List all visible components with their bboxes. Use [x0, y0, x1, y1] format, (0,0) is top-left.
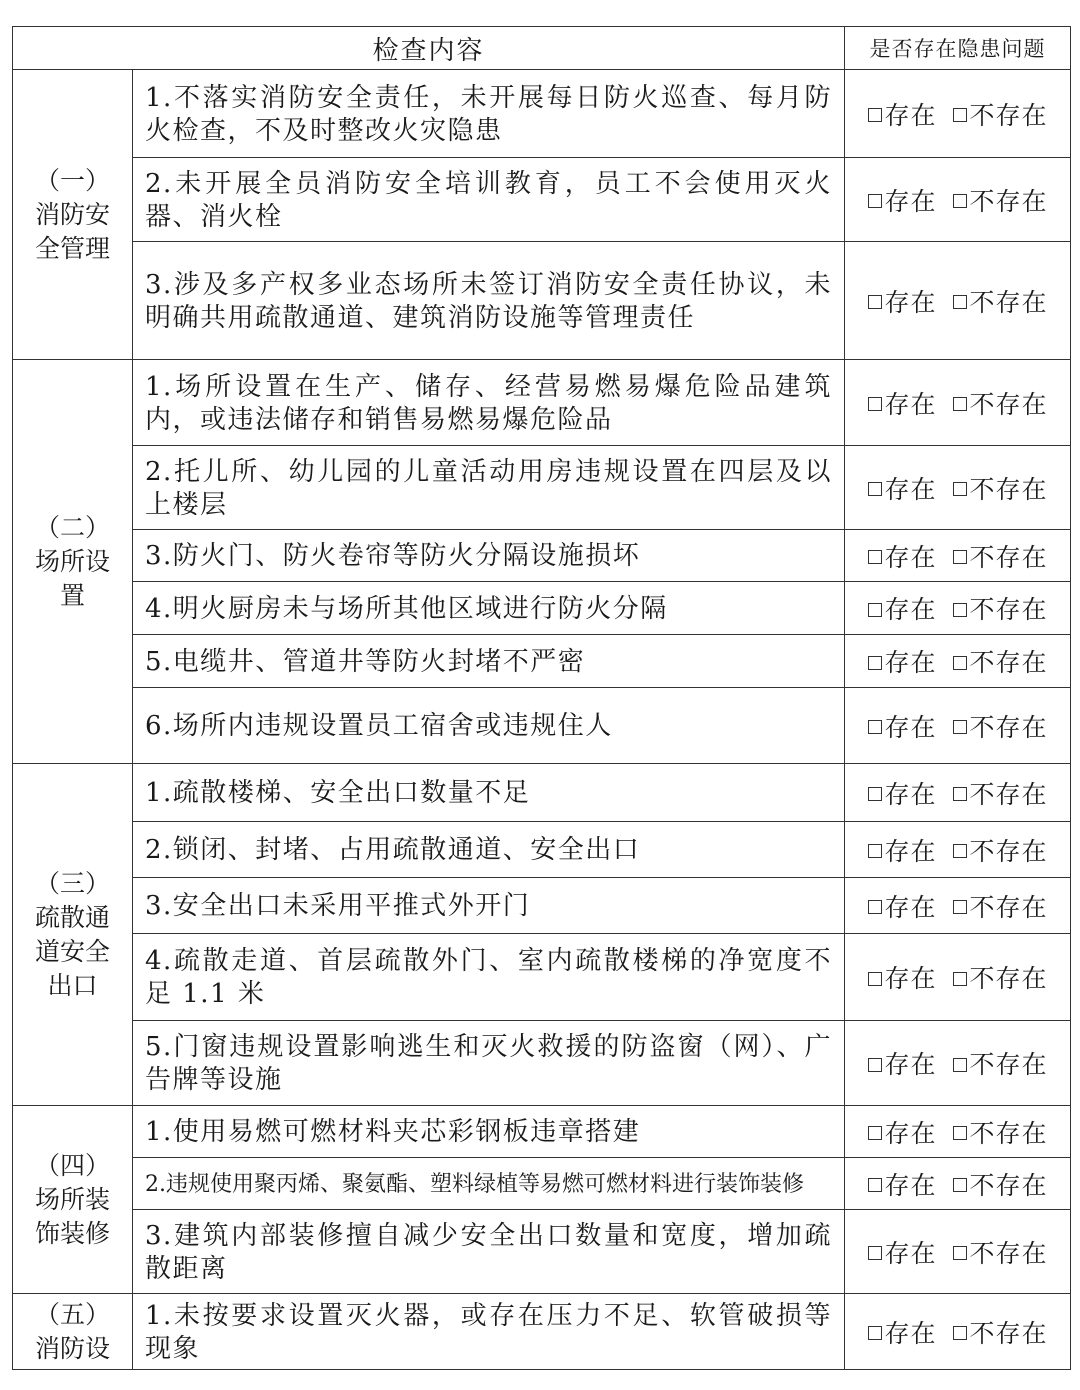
option-not-exist-label: 不存在 — [969, 836, 1048, 866]
check-item-text: 5.电缆井、管道井等防火封堵不严密 — [133, 635, 845, 688]
option-exist-label: 存在 — [884, 1238, 937, 1268]
checkbox-icon[interactable] — [868, 603, 882, 617]
checkbox-icon[interactable] — [953, 900, 967, 914]
section-title — [13, 70, 133, 360]
option-exist-label: 存在 — [884, 1318, 937, 1348]
checkbox-not-exist[interactable] — [953, 780, 1048, 809]
check-item-text: 1.疏散楼梯、安全出口数量不足 — [133, 764, 845, 822]
table-row — [13, 1021, 1071, 1106]
checkbox-icon[interactable] — [868, 1058, 882, 1072]
table-row — [13, 764, 1071, 822]
section-title — [13, 1106, 133, 1294]
checkbox-icon[interactable] — [953, 1246, 967, 1260]
checkbox-not-exist[interactable] — [953, 187, 1048, 216]
check-item-text: 3.涉及多产权多业态场所未签订消防安全责任协议，未明确共用疏散通道、建筑消防设施等管理责任 — [133, 242, 845, 360]
checkbox-not-exist[interactable] — [953, 288, 1048, 317]
answer-options — [845, 1106, 1071, 1158]
checkbox-exist[interactable] — [868, 187, 937, 216]
option-exist-label: 存在 — [884, 100, 937, 130]
table-row — [13, 1158, 1071, 1210]
table-row — [13, 688, 1071, 764]
checkbox-icon[interactable] — [868, 844, 882, 858]
table-row — [13, 158, 1071, 242]
option-exist-label: 存在 — [884, 1118, 937, 1148]
header-content: 检查内容 — [13, 27, 845, 70]
option-exist-label: 存在 — [884, 1170, 937, 1200]
checkbox-icon[interactable] — [868, 720, 882, 734]
section-title — [13, 1294, 133, 1370]
checkbox-icon[interactable] — [868, 550, 882, 564]
table-row — [13, 242, 1071, 360]
checkbox-not-exist[interactable] — [953, 1319, 1048, 1348]
check-item-text: 3.防火门、防火卷帘等防火分隔设施损坏 — [133, 530, 845, 582]
checkbox-icon[interactable] — [868, 787, 882, 801]
option-not-exist-label: 不存在 — [969, 474, 1048, 504]
checkbox-exist[interactable] — [868, 475, 937, 504]
table-row — [13, 582, 1071, 635]
section-title-line: （一） — [34, 165, 110, 195]
checkbox-not-exist[interactable] — [953, 837, 1048, 866]
checkbox-exist[interactable] — [868, 837, 937, 866]
answer-options — [845, 934, 1071, 1021]
option-exist-label: 存在 — [884, 287, 937, 317]
checkbox-not-exist[interactable] — [953, 101, 1048, 130]
section-title-line: 道安全 — [34, 936, 110, 966]
table-body — [13, 27, 1071, 1370]
answer-options — [845, 635, 1071, 688]
checkbox-icon[interactable] — [953, 844, 967, 858]
option-not-exist-label: 不存在 — [969, 892, 1048, 922]
checkbox-icon[interactable] — [953, 656, 967, 670]
option-exist-label: 存在 — [884, 1050, 937, 1079]
table-row — [13, 1210, 1071, 1294]
option-exist-label: 存在 — [884, 964, 937, 993]
table-row — [13, 1294, 1071, 1370]
answer-options — [845, 822, 1071, 878]
option-exist-label: 存在 — [884, 542, 937, 572]
checkbox-icon[interactable] — [868, 194, 882, 208]
answer-options — [845, 764, 1071, 822]
checkbox-not-exist[interactable] — [953, 1050, 1048, 1079]
option-not-exist-label: 不存在 — [969, 287, 1048, 317]
answer-options — [845, 70, 1071, 158]
section-title-line: 场所设 — [34, 546, 110, 576]
option-not-exist-label: 不存在 — [969, 964, 1048, 993]
table-row — [13, 70, 1071, 158]
option-not-exist-label: 不存在 — [969, 1118, 1048, 1148]
checkbox-icon[interactable] — [953, 1126, 967, 1140]
checkbox-icon[interactable] — [868, 295, 882, 309]
section-title-line: 出口 — [47, 970, 98, 1000]
checkbox-icon[interactable] — [868, 972, 882, 986]
checkbox-not-exist[interactable] — [953, 648, 1048, 677]
checkbox-not-exist[interactable] — [953, 595, 1048, 624]
checkbox-exist[interactable] — [868, 780, 937, 809]
option-exist-label: 存在 — [884, 474, 937, 504]
checkbox-exist[interactable] — [868, 893, 937, 922]
section-title-line: 全管理 — [34, 233, 110, 263]
option-not-exist-label: 不存在 — [969, 595, 1048, 624]
checkbox-exist[interactable] — [868, 288, 937, 317]
checkbox-exist[interactable] — [868, 1119, 937, 1148]
checkbox-icon[interactable] — [953, 397, 967, 411]
checkbox-icon[interactable] — [868, 1126, 882, 1140]
option-not-exist-label: 不存在 — [969, 1050, 1048, 1079]
checkbox-exist[interactable] — [868, 1319, 937, 1348]
check-item-text: 6.场所内违规设置员工宿舍或违规住人 — [133, 688, 845, 764]
option-not-exist-label: 不存在 — [969, 542, 1048, 572]
checkbox-not-exist[interactable] — [953, 543, 1048, 572]
check-item-text: 1.未按要求设置灭火器，或存在压力不足、软管破损等现象 — [133, 1294, 845, 1370]
section-title-line: （二） — [34, 512, 110, 542]
checkbox-not-exist[interactable] — [953, 1119, 1048, 1148]
option-exist-label: 存在 — [884, 892, 937, 922]
checkbox-icon[interactable] — [953, 108, 967, 122]
checkbox-icon[interactable] — [868, 1246, 882, 1260]
answer-options — [845, 242, 1071, 360]
checkbox-icon[interactable] — [953, 1326, 967, 1340]
option-not-exist-label: 不存在 — [969, 100, 1048, 130]
checkbox-icon[interactable] — [868, 108, 882, 122]
answer-options — [845, 1294, 1071, 1370]
answer-options — [845, 688, 1071, 764]
option-exist-label: 存在 — [884, 779, 937, 809]
table-row — [13, 530, 1071, 582]
checkbox-icon[interactable] — [953, 603, 967, 617]
section-title-line: （四） — [34, 1150, 110, 1180]
answer-options — [845, 878, 1071, 934]
check-item-text: 3.建筑内部装修擅自减少安全出口数量和宽度，增加疏散距离 — [133, 1210, 845, 1294]
checkbox-icon[interactable] — [868, 656, 882, 670]
table-row — [13, 934, 1071, 1021]
table-row — [13, 446, 1071, 530]
section-title-line: 消防安 — [34, 199, 110, 229]
table-row — [13, 878, 1071, 934]
section-title-line: （五） — [34, 1299, 110, 1329]
option-exist-label: 存在 — [884, 712, 937, 742]
section-title-line: （三） — [34, 868, 110, 898]
checkbox-exist[interactable] — [868, 648, 937, 677]
check-item-text: 1.场所设置在生产、储存、经营易燃易爆危险品建筑内，或违法储存和销售易燃易爆危险品 — [133, 360, 845, 446]
header-row — [13, 27, 1071, 70]
answer-options — [845, 360, 1071, 446]
checkbox-exist[interactable] — [868, 595, 937, 624]
check-item-text: 4.明火厨房未与场所其他区域进行防火分隔 — [133, 582, 845, 635]
checkbox-icon[interactable] — [953, 720, 967, 734]
checkbox-icon[interactable] — [953, 787, 967, 801]
table-row — [13, 635, 1071, 688]
header-options: 是否存在隐患问题 — [845, 27, 1071, 70]
option-exist-label: 存在 — [884, 648, 937, 677]
checkbox-not-exist[interactable] — [953, 713, 1048, 742]
check-item-text: 1.不落实消防安全责任，未开展每日防火巡查、每月防火检查，不及时整改火灾隐患 — [133, 70, 845, 158]
checkbox-exist[interactable] — [868, 1171, 937, 1200]
option-not-exist-label: 不存在 — [969, 779, 1048, 809]
check-item-text: 2.托儿所、幼儿园的儿童活动用房违规设置在四层及以上楼层 — [133, 446, 845, 530]
section-title-line: 置 — [59, 580, 85, 610]
option-exist-label: 存在 — [884, 186, 937, 216]
option-exist-label: 存在 — [884, 836, 937, 866]
option-not-exist-label: 不存在 — [969, 1170, 1048, 1200]
option-exist-label: 存在 — [884, 389, 937, 419]
checkbox-icon[interactable] — [953, 295, 967, 309]
check-item-text: 5.门窗违规设置影响逃生和灭火救援的防盗窗（网）、广告牌等设施 — [133, 1021, 845, 1106]
checkbox-icon[interactable] — [953, 1058, 967, 1072]
check-item-text: 1.使用易燃可燃材料夹芯彩钢板违章搭建 — [133, 1106, 845, 1158]
check-item-text: 2.未开展全员消防安全培训教育，员工不会使用灭火器、消火栓 — [133, 158, 845, 242]
check-item-text: 4.疏散走道、首层疏散外门、室内疏散楼梯的净宽度不足 1.1 米 — [133, 934, 845, 1021]
checkbox-exist[interactable] — [868, 1239, 937, 1268]
checkbox-exist[interactable] — [868, 101, 937, 130]
checkbox-exist[interactable] — [868, 713, 937, 742]
section-title-line: 消防设 — [34, 1333, 110, 1363]
checkbox-icon[interactable] — [868, 1326, 882, 1340]
checkbox-icon[interactable] — [953, 550, 967, 564]
table-row — [13, 360, 1071, 446]
option-not-exist-label: 不存在 — [969, 1318, 1048, 1348]
table-row — [13, 822, 1071, 878]
option-not-exist-label: 不存在 — [969, 186, 1048, 216]
checkbox-exist[interactable] — [868, 543, 937, 572]
checkbox-not-exist[interactable] — [953, 475, 1048, 504]
checkbox-icon[interactable] — [868, 482, 882, 496]
checkbox-not-exist[interactable] — [953, 1171, 1048, 1200]
checkbox-exist[interactable] — [868, 964, 937, 993]
answer-options — [845, 1158, 1071, 1210]
check-item-text: 2.锁闭、封堵、占用疏散通道、安全出口 — [133, 822, 845, 878]
checkbox-not-exist[interactable] — [953, 1239, 1048, 1268]
checkbox-exist[interactable] — [868, 390, 937, 419]
answer-options — [845, 446, 1071, 530]
checkbox-not-exist[interactable] — [953, 893, 1048, 922]
check-item-text: 3.安全出口未采用平推式外开门 — [133, 878, 845, 934]
option-not-exist-label: 不存在 — [969, 648, 1048, 677]
section-title-line: 饰装修 — [34, 1218, 110, 1248]
section-title — [13, 764, 133, 1106]
answer-options — [845, 1021, 1071, 1106]
table-row — [13, 1106, 1071, 1158]
checkbox-icon[interactable] — [868, 900, 882, 914]
section-title-line: 疏散通 — [34, 902, 110, 932]
checkbox-icon[interactable] — [953, 972, 967, 986]
checkbox-icon[interactable] — [953, 1178, 967, 1192]
section-title — [13, 360, 133, 764]
option-not-exist-label: 不存在 — [969, 1238, 1048, 1268]
checkbox-exist[interactable] — [868, 1050, 937, 1079]
answer-options — [845, 582, 1071, 635]
answer-options — [845, 158, 1071, 242]
check-item-text: 2.违规使用聚丙烯、聚氨酯、塑料绿植等易燃可燃材料进行装饰装修 — [133, 1158, 845, 1210]
option-not-exist-label: 不存在 — [969, 712, 1048, 742]
option-exist-label: 存在 — [884, 595, 937, 624]
checkbox-icon[interactable] — [953, 194, 967, 208]
checkbox-icon[interactable] — [868, 1178, 882, 1192]
option-not-exist-label: 不存在 — [969, 389, 1048, 419]
checkbox-not-exist[interactable] — [953, 390, 1048, 419]
checkbox-icon[interactable] — [868, 397, 882, 411]
answer-options — [845, 530, 1071, 582]
checkbox-icon[interactable] — [953, 482, 967, 496]
section-title-line: 场所装 — [34, 1184, 110, 1214]
inspection-table — [12, 26, 1071, 1370]
answer-options — [845, 1210, 1071, 1294]
checkbox-not-exist[interactable] — [953, 964, 1048, 993]
